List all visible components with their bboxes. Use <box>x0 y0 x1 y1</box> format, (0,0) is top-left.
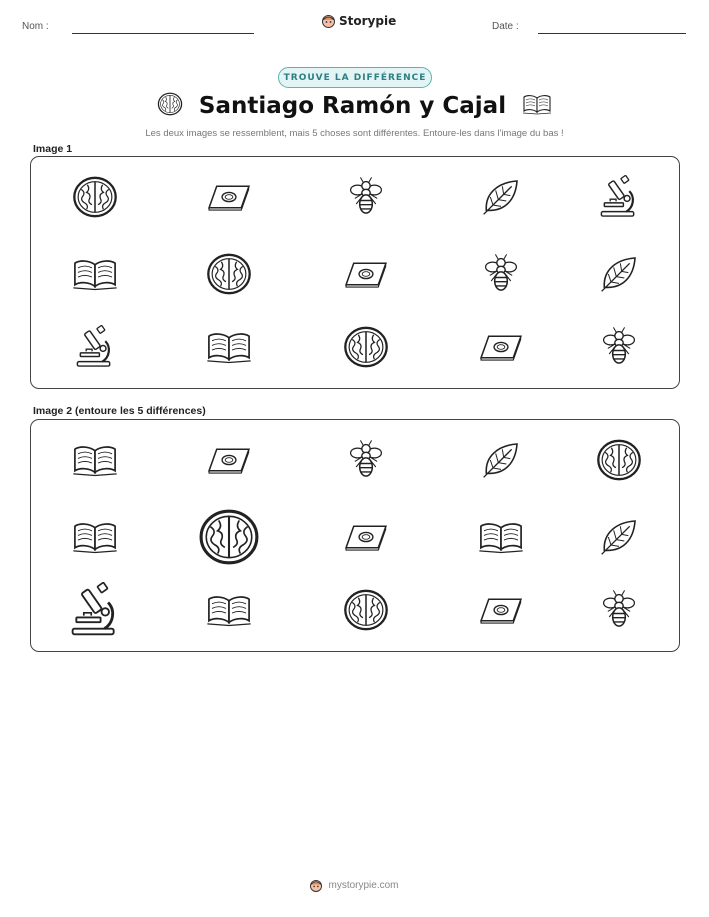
page-title: Santiago Ramón y Cajal <box>198 93 507 119</box>
image1-bee-icon <box>345 175 387 219</box>
image2-book-icon[interactable] <box>205 593 253 627</box>
image2-slide-icon[interactable] <box>343 521 389 553</box>
microscope-icon <box>73 323 117 371</box>
book-icon <box>71 520 119 554</box>
leaf-icon <box>481 175 521 219</box>
book-icon <box>205 593 253 627</box>
brain-icon <box>343 325 389 369</box>
slide-icon <box>343 258 389 290</box>
book-icon <box>522 93 552 119</box>
leaf-icon <box>481 438 521 482</box>
image1-slide-icon <box>206 181 252 213</box>
name-label: Nom : <box>22 21 49 32</box>
activity-badge: TROUVE LA DIFFÉRENCE <box>278 67 432 88</box>
image2-bee-icon[interactable] <box>598 588 640 632</box>
bee-icon <box>345 438 387 482</box>
image1-microscope-icon <box>597 173 641 221</box>
image1-brain-icon <box>72 175 118 219</box>
image2-leaf-icon[interactable] <box>481 438 521 482</box>
image2-microscope-icon[interactable] <box>67 577 123 643</box>
brain-icon <box>596 438 642 482</box>
leaf-icon <box>599 252 639 296</box>
image1-panel <box>30 156 680 389</box>
microscope-icon <box>597 173 641 221</box>
date-line[interactable] <box>538 33 686 34</box>
pie-mascot-icon <box>322 14 335 28</box>
image1-microscope-icon <box>73 323 117 371</box>
brain-icon <box>157 92 183 120</box>
image1-slide-icon <box>343 258 389 290</box>
leaf-icon <box>599 515 639 559</box>
footer-url[interactable]: mystorypie.com <box>328 880 399 891</box>
slide-icon <box>478 331 524 363</box>
book-icon <box>71 443 119 477</box>
bee-icon <box>598 588 640 632</box>
image2-book-icon[interactable] <box>71 443 119 477</box>
brain-icon <box>72 175 118 219</box>
image2-leaf-icon[interactable] <box>599 515 639 559</box>
slide-icon <box>206 181 252 213</box>
bee-icon <box>480 252 522 296</box>
microscope-icon <box>67 577 123 643</box>
book-icon <box>205 330 253 364</box>
image1-book-icon <box>71 257 119 291</box>
image2-slide-icon[interactable] <box>206 444 252 476</box>
slide-icon <box>343 521 389 553</box>
image2-book-icon[interactable] <box>71 520 119 554</box>
brain-icon <box>198 507 260 567</box>
instructions: Les deux images se ressemblent, mais 5 choses sont différentes. Entoure-les dans l'image du bas ! <box>145 128 564 139</box>
title-row <box>0 92 709 120</box>
book-icon <box>477 520 525 554</box>
image1-brain-icon <box>343 325 389 369</box>
image1-bee-icon <box>480 252 522 296</box>
footer <box>0 879 709 892</box>
image1-leaf-icon <box>599 252 639 296</box>
image2-bee-icon[interactable] <box>345 438 387 482</box>
image1-brain-icon <box>206 252 252 296</box>
brand-name: Storypie <box>339 14 397 28</box>
image2-brain-icon[interactable] <box>343 588 389 632</box>
pie-mascot-icon <box>310 879 322 892</box>
image1-book-icon <box>205 330 253 364</box>
slide-icon <box>206 444 252 476</box>
brain-icon <box>343 588 389 632</box>
image1-bee-icon <box>598 325 640 369</box>
image2-label: Image 2 (entoure les 5 différences) <box>33 405 206 417</box>
bee-icon <box>345 175 387 219</box>
image2-brain-icon[interactable] <box>198 507 260 567</box>
name-line[interactable] <box>72 33 254 34</box>
image2-brain-icon[interactable] <box>596 438 642 482</box>
brand-logo <box>322 14 396 28</box>
image1-label: Image 1 <box>33 143 73 155</box>
bee-icon <box>598 325 640 369</box>
book-icon <box>71 257 119 291</box>
date-label: Date : <box>492 21 519 32</box>
image1-slide-icon <box>478 331 524 363</box>
image2-slide-icon[interactable] <box>478 594 524 626</box>
slide-icon <box>478 594 524 626</box>
image2-panel[interactable] <box>30 419 680 652</box>
image2-book-icon[interactable] <box>477 520 525 554</box>
image1-leaf-icon <box>481 175 521 219</box>
brain-icon <box>206 252 252 296</box>
